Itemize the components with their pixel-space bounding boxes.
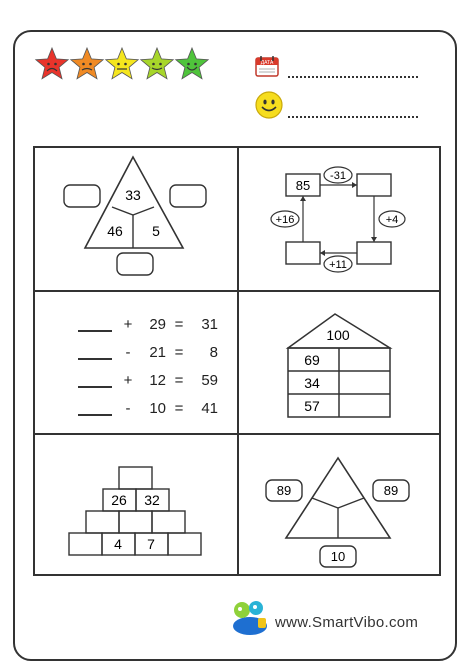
- equation-row: - 10 = 41: [78, 398, 228, 418]
- answer-box-bottom[interactable]: [117, 253, 153, 275]
- house-row-value: 69: [304, 352, 320, 368]
- pyramid-value: 26: [111, 492, 127, 508]
- pyramid-value: 32: [144, 492, 160, 508]
- cycle-start-value: 85: [295, 178, 311, 193]
- pyramid-value: 4: [114, 536, 122, 552]
- cycle-box-bottom-right[interactable]: [357, 242, 391, 264]
- triangle-task-2: [262, 450, 412, 572]
- house-answer-cell[interactable]: [340, 349, 389, 370]
- equation-blank[interactable]: [78, 316, 112, 332]
- cycle-op-right: +4: [385, 214, 399, 226]
- equation-blank[interactable]: [78, 372, 112, 388]
- triangle2-right-value: 89: [383, 483, 399, 498]
- house-roof-value: 100: [326, 327, 350, 343]
- mascot-logo-icon: [228, 596, 272, 638]
- site-url[interactable]: www.SmartVibo.com: [275, 614, 419, 631]
- date-dotted-line: [288, 76, 418, 78]
- triangle1-right-value: 5: [152, 223, 160, 239]
- calendar-icon: [255, 54, 279, 78]
- smiley-icon: [254, 90, 284, 120]
- cycle-op-left: +16: [275, 214, 295, 226]
- content-star-icon[interactable]: [141, 48, 173, 79]
- equation-blank[interactable]: [78, 344, 112, 360]
- pyramid-value: 7: [147, 536, 155, 552]
- equation-row: - 21 = 8: [78, 342, 228, 362]
- house-answer-cell[interactable]: [340, 372, 389, 393]
- rating-stars: [34, 45, 214, 85]
- house-row-value: 57: [304, 398, 320, 414]
- triangle1-top-value: 33: [125, 187, 141, 203]
- triangle1-left-value: 46: [107, 223, 123, 239]
- happy-star-icon[interactable]: [176, 48, 208, 79]
- equation-row: + 29 = 31: [78, 314, 228, 334]
- neutral-star-icon[interactable]: [106, 48, 138, 79]
- house-row-value: 34: [304, 375, 320, 391]
- number-pyramid-task: [66, 464, 206, 560]
- cycle-op-top: -31: [330, 170, 346, 182]
- house-answer-cell[interactable]: [340, 395, 389, 416]
- cycle-box-top-right[interactable]: [357, 174, 391, 196]
- triangle2-bottom-value: 10: [330, 549, 346, 564]
- answer-box-left[interactable]: [64, 185, 100, 207]
- svg-text:ДАТА: ДАТА: [260, 60, 274, 66]
- cycle-box-bottom-left[interactable]: [286, 242, 320, 264]
- triangle2-left-value: 89: [276, 483, 292, 498]
- name-dotted-line: [288, 116, 418, 118]
- house-task: [284, 310, 396, 422]
- equation-blank[interactable]: [78, 400, 112, 416]
- cycle-task: [265, 160, 415, 275]
- answer-box-right[interactable]: [170, 185, 206, 207]
- triangle-task-1: [60, 155, 210, 280]
- unhappy-star-icon[interactable]: [71, 48, 103, 79]
- cycle-op-bottom: +11: [329, 259, 347, 271]
- equation-row: + 12 = 59: [78, 370, 228, 390]
- sad-star-icon[interactable]: [36, 48, 68, 79]
